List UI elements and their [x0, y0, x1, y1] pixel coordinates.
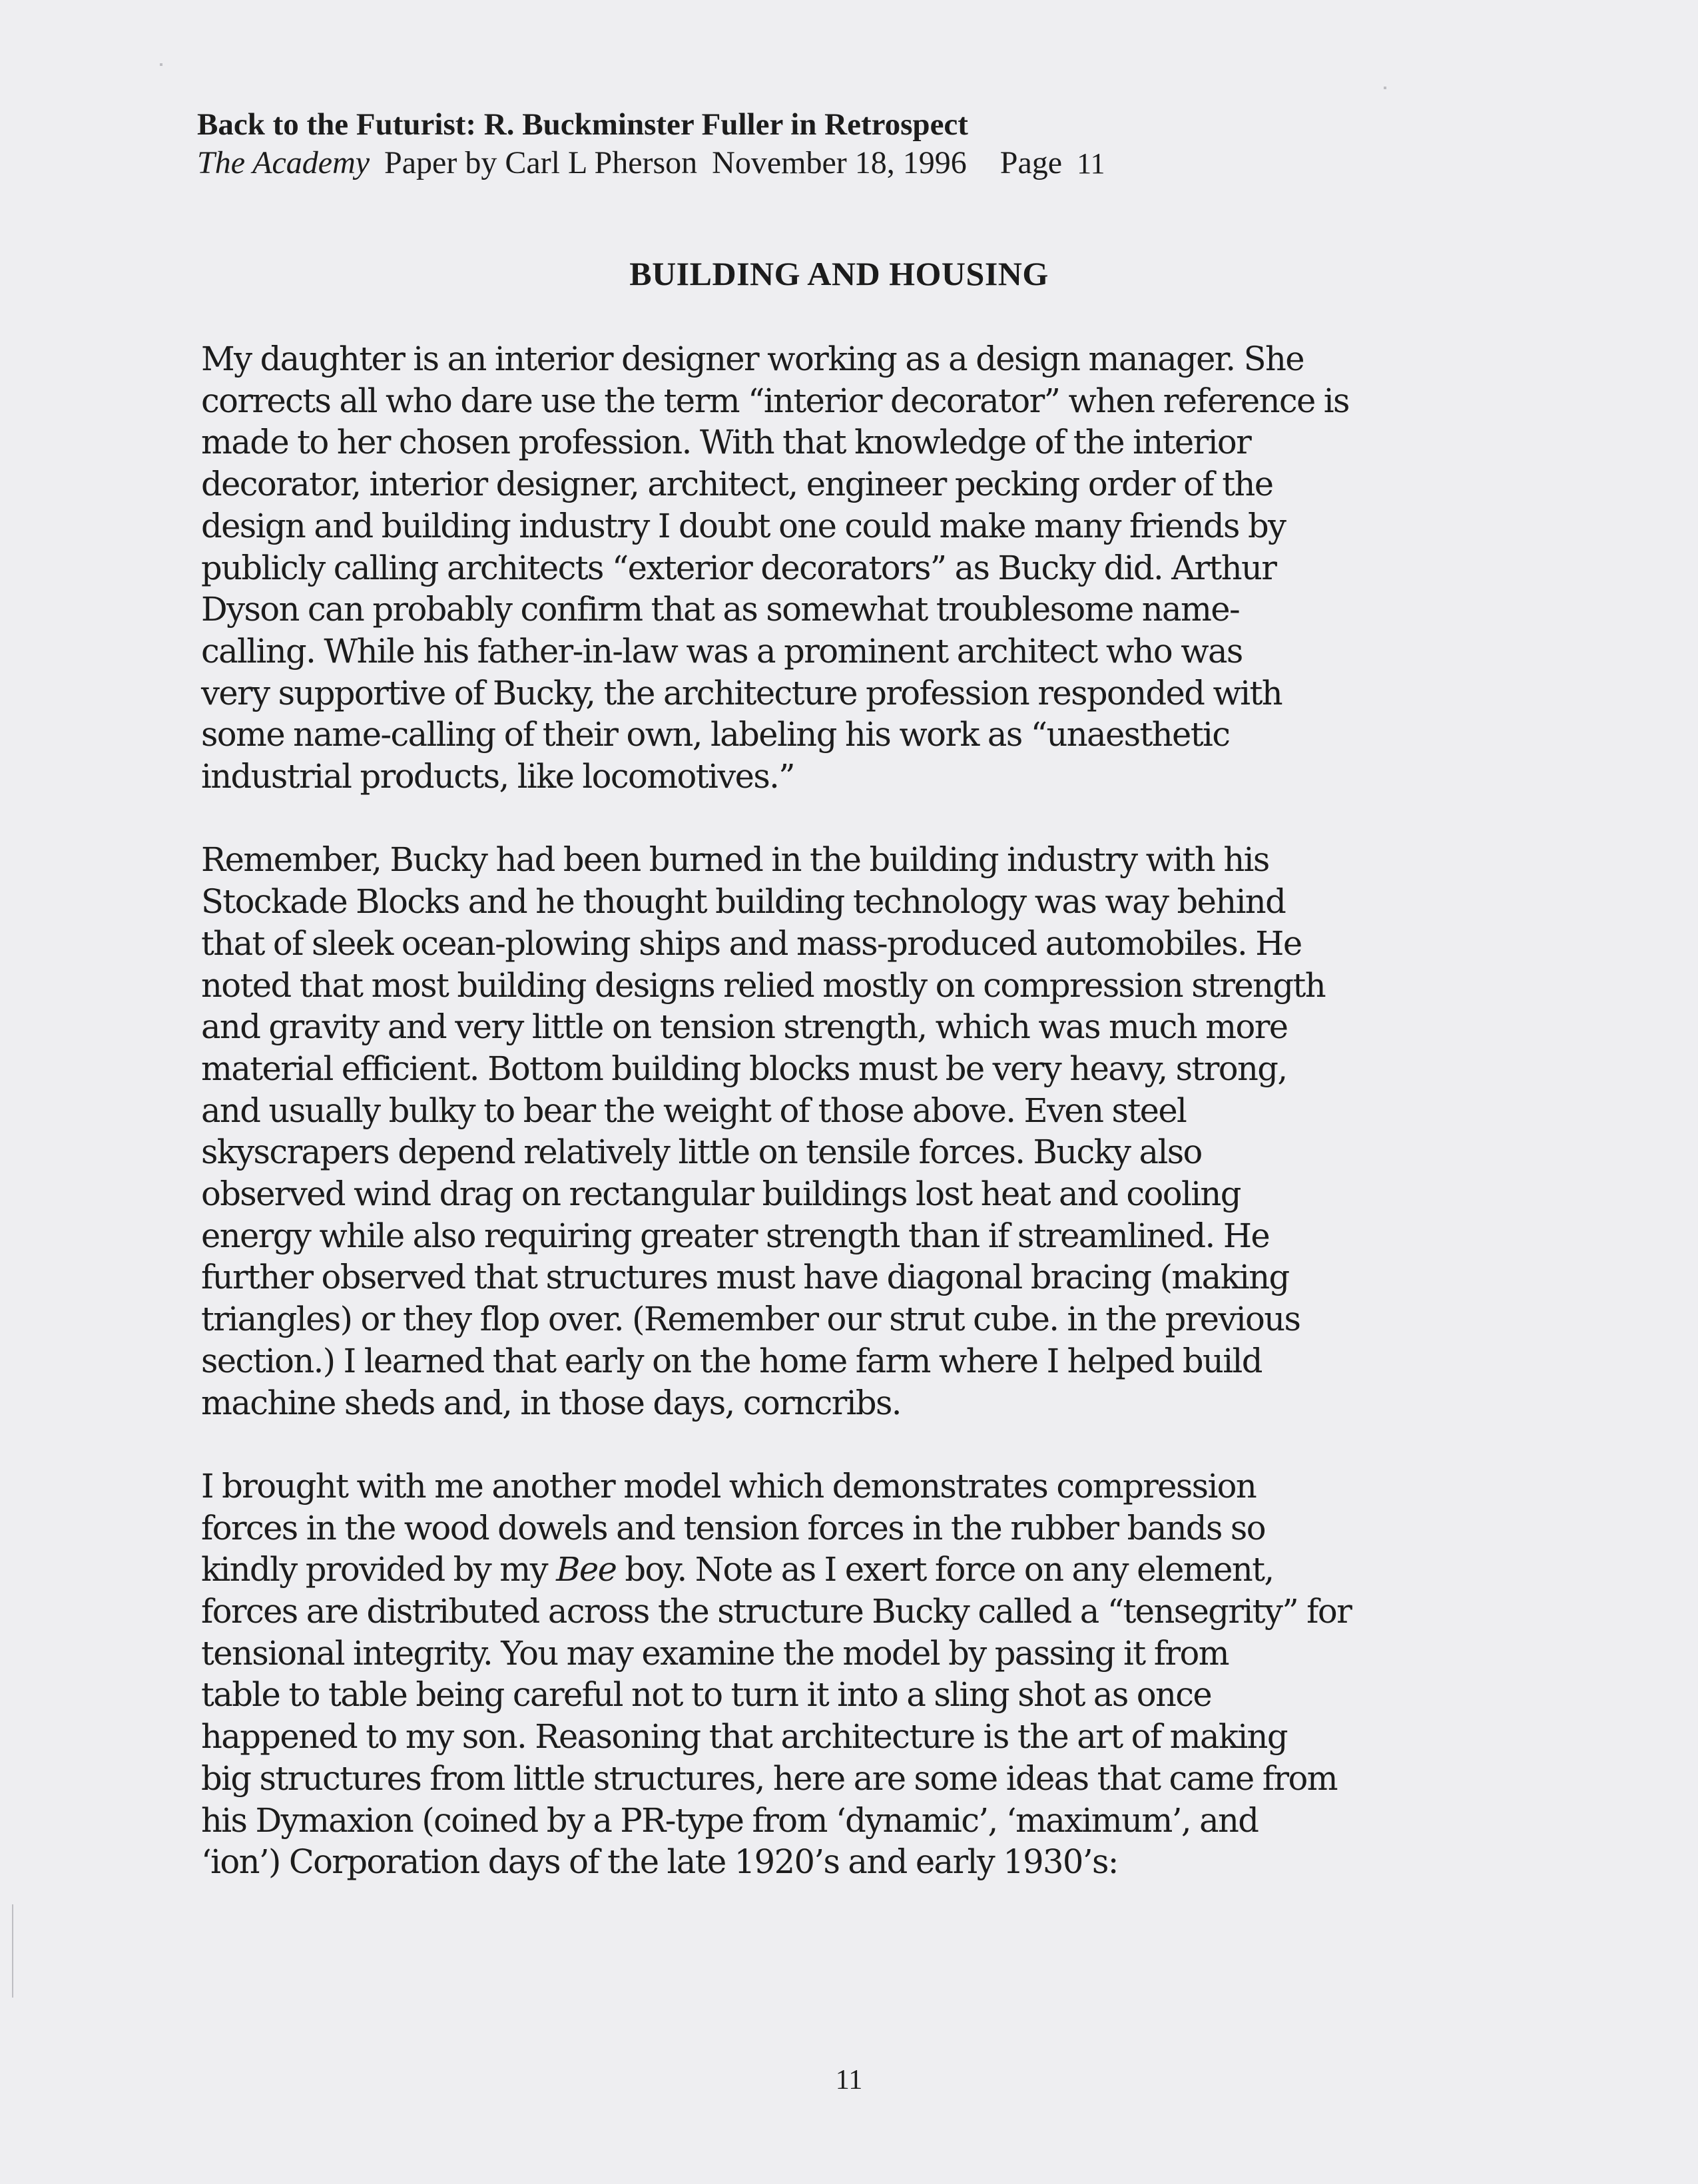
text-line: that of sleek ocean-plowing ships and mass-produced automobiles. He [201, 924, 1302, 963]
text-line: I brought with me another model which demonstrates compression [201, 1466, 1257, 1505]
header-subline [197, 144, 1105, 183]
text-line: noted that most building designs relied mostly on compression strength [201, 965, 1325, 1005]
text-line: design and building industry I doubt one could make many friends by [201, 506, 1286, 545]
text-line: calling. While his father-in-law was a prominent architect who was [201, 631, 1243, 671]
text-line: machine sheds and, in those days, corncribs. [201, 1383, 901, 1422]
text-line: corrects all who dare use the term “interior decorator” when reference is [201, 381, 1349, 420]
running-header [197, 105, 1105, 183]
paragraph-2 [201, 839, 1506, 1424]
italic-word: Bee [556, 1550, 617, 1589]
text-line: observed wind drag on rectangular buildings lost heat and cooling [201, 1175, 1241, 1214]
text-line: Remember, Bucky had been burned in the building industry with his [201, 840, 1269, 880]
text-line: section.) I learned that early on the home farm where I helped build [201, 1341, 1262, 1380]
text-line: forces are distributed across the structure Bucky called a “tensegrity” for [201, 1592, 1352, 1631]
text-line: forces in the wood dowels and tension forces in the rubber bands so [201, 1508, 1265, 1547]
byline: Paper by Carl L Pherson [384, 145, 698, 180]
text-line: ‘ion’) Corporation days of the late 1920’s and early 1930’s: [201, 1842, 1118, 1882]
scan-speck [1384, 87, 1386, 89]
text-line: skyscrapers depend relatively little on tensile forces. Bucky also [201, 1133, 1202, 1172]
text-line: decorator, interior designer, architect, engineer pecking order of the [201, 465, 1273, 504]
section-title: BUILDING AND HOUSING [629, 255, 1049, 292]
text-line: Dyson can probably confirm that as somewhat troublesome name- [201, 590, 1240, 629]
header-title: Back to the Futurist: R. Buckminster Fuller in Retrospect [197, 107, 968, 142]
text-line [201, 1549, 1506, 1591]
footer-page-number: 11 [835, 2065, 863, 2095]
text-line: and gravity and very little on tension strength, which was much more [201, 1007, 1288, 1047]
text-line: his Dymaxion (coined by a PR-type from ‘dynamic’, ‘maximum’, and [201, 1800, 1259, 1840]
paragraph-1 [201, 338, 1506, 798]
text-line: My daughter is an interior designer working as a design manager. She [201, 340, 1304, 378]
publication-name: The Academy [197, 145, 370, 180]
text-line: some name-calling of their own, labeling his work as “unaesthetic [201, 715, 1230, 754]
text-line: material efficient. Bottom building blocks must be very heavy, strong, [201, 1049, 1287, 1088]
header-page-number: 11 [1077, 147, 1105, 180]
text-line: and usually bulky to bear the weight of those above. Even steel [201, 1091, 1187, 1130]
text-segment: boy. Note as I exert force on any element, [616, 1550, 1274, 1589]
header-date: November 18, 1996 [712, 145, 967, 180]
text-line: very supportive of Bucky, the architecture profession responded with [201, 673, 1282, 712]
text-line: further observed that structures must have diagonal bracing (making [201, 1258, 1289, 1297]
text-line: happened to my son. Reasoning that architecture is the art of making [201, 1717, 1287, 1757]
scan-speck [160, 63, 162, 66]
header-page-label: Page [999, 145, 1063, 180]
text-line: table to table being careful not to turn it into a sling shot as once [201, 1675, 1212, 1715]
text-line: publicly calling architects “exterior decorators” as Bucky did. Arthur [201, 548, 1276, 587]
body-text [201, 338, 1506, 1925]
text-line: made to her chosen profession. With that knowledge of the interior [201, 423, 1251, 462]
text-line: triangles) or they flop over. (Remember our strut cube. in the previous [201, 1300, 1300, 1339]
text-line: tensional integrity. You may examine the model by passing it from [201, 1633, 1229, 1673]
text-line: industrial products, like locomotives.” [201, 757, 794, 796]
text-segment: kindly provided by my [201, 1550, 557, 1589]
text-line: big structures from little structures, here are some ideas that came from [201, 1759, 1338, 1798]
paragraph-3 [201, 1466, 1506, 1883]
text-line: Stockade Blocks and he thought building technology was way behind [201, 882, 1286, 922]
scan-edge-line [12, 1904, 13, 1998]
text-line: energy while also requiring greater strength than if streamlined. He [201, 1216, 1270, 1255]
